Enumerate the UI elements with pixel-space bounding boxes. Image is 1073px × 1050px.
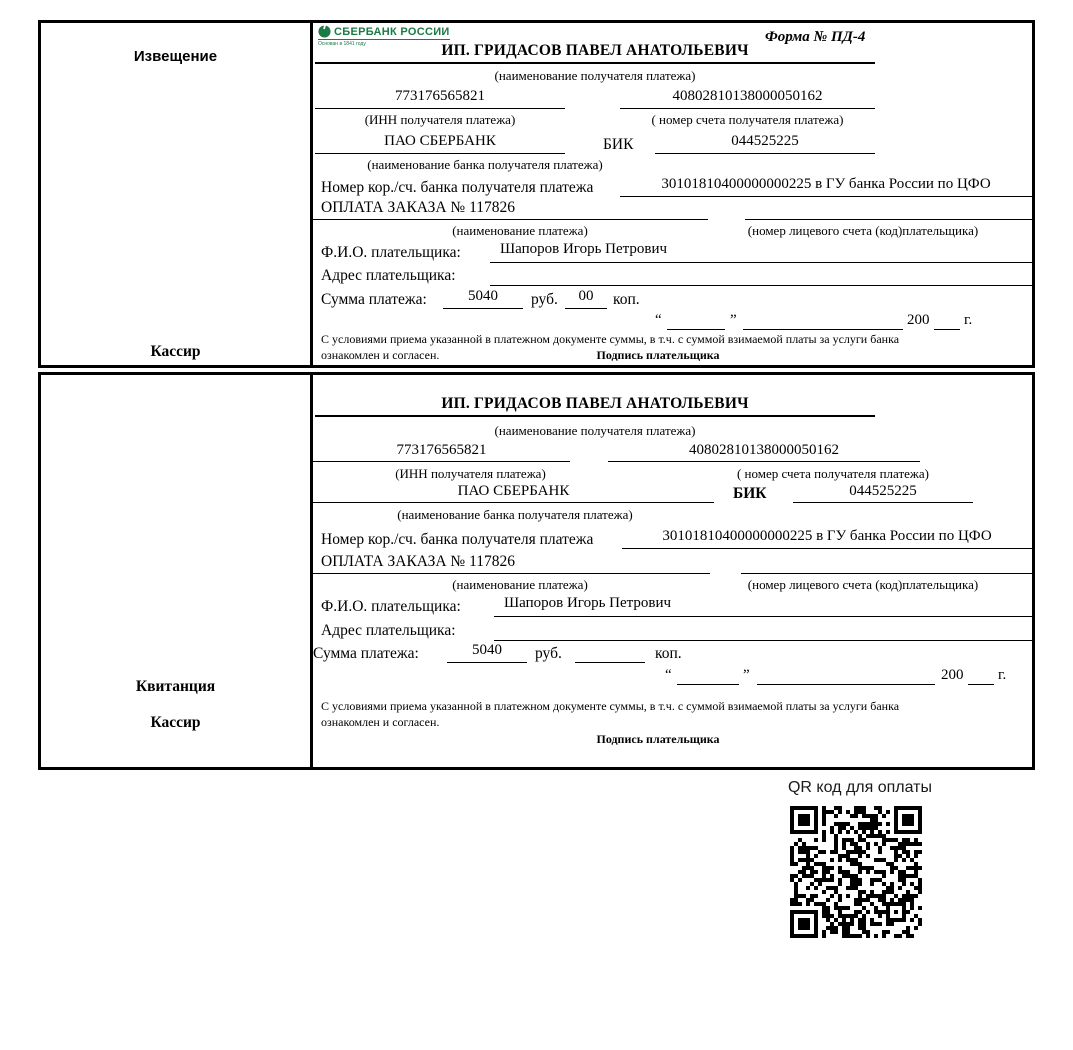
sberbank-circle-icon xyxy=(318,25,331,38)
amount-rub-value: 5040 xyxy=(443,288,523,309)
date-quote-open: “ xyxy=(665,667,672,683)
bank-name-value: ПАО СБЕРБАНК xyxy=(315,133,565,154)
sberbank-logo-row xyxy=(318,25,450,40)
agreement-line1: С условиями приема указанной в платежном документе суммы, в т.ч. с суммой взимаемой платы за услуги банка xyxy=(321,332,900,346)
account-value: 40802810138000050162 xyxy=(608,442,920,462)
kop-label: коп. xyxy=(655,645,682,662)
signature-label: Подпись плательщика xyxy=(596,348,720,362)
date-quote-open: “ xyxy=(655,312,662,328)
signature-label: Подпись плательщика xyxy=(596,732,720,746)
year-prefix: 200 xyxy=(941,667,964,683)
payee-name: ИП. ГРИДАСОВ ПАВЕЛ АНАТОЛЬЕВИЧ xyxy=(315,395,875,417)
payment-caption: (наименование платежа) xyxy=(452,577,588,592)
payment-purpose-value: ОПЛАТА ЗАКАЗА № 117826 xyxy=(313,553,710,574)
notice-section xyxy=(38,20,1035,368)
account-value: 40802810138000050162 xyxy=(620,88,875,109)
receipt-cashier-label: Кассир xyxy=(150,714,201,731)
payer-address-blank xyxy=(494,619,1032,641)
account-caption: ( номер счета получателя платежа) xyxy=(651,112,844,127)
personal-account-caption: (номер лицевого счета (код)плательщика) xyxy=(747,223,979,238)
payer-address-blank xyxy=(490,264,1032,286)
notice-content xyxy=(310,23,1032,365)
receipt-section xyxy=(38,372,1035,770)
payment-purpose-value: ОПЛАТА ЗАКАЗА № 117826 xyxy=(313,199,708,220)
qr-caption: QR код для оплаты xyxy=(787,779,932,796)
corr-account-value: 30101810400000000225 в ГУ банка России по ЦФО xyxy=(620,176,1032,197)
corr-account-value: 30101810400000000225 в ГУ банка России по ЦФО xyxy=(622,528,1032,549)
date-quote-close: ” xyxy=(743,667,750,683)
amount-kop-value: 00 xyxy=(565,288,607,309)
payee-name: ИП. ГРИДАСОВ ПАВЕЛ АНАТОЛЬЕВИЧ xyxy=(315,42,875,64)
bik-value: 044525225 xyxy=(655,133,875,154)
personal-account-caption: (номер лицевого счета (код)плательщика) xyxy=(747,577,979,592)
sberbank-tagline: Основан в 1841 году xyxy=(318,41,366,47)
payer-address-label: Адрес плательщика: xyxy=(321,622,456,639)
amount-label: Сумма платежа: xyxy=(321,291,427,308)
year-blank xyxy=(934,311,960,330)
date-month-blank xyxy=(743,311,903,330)
agreement-line2: ознакомлен и согласен. xyxy=(321,348,440,362)
payer-fio-value: Шапоров Игорь Петрович xyxy=(494,595,1032,617)
notice-side-column xyxy=(41,23,310,365)
bank-name-value: ПАО СБЕРБАНК xyxy=(313,483,714,503)
rub-label: руб. xyxy=(535,645,562,662)
bik-label: БИК xyxy=(603,136,634,153)
account-caption: ( номер счета получателя платежа) xyxy=(736,466,930,481)
inn-caption: (ИНН получателя платежа) xyxy=(364,112,516,127)
bank-caption: (наименование банка получателя платежа) xyxy=(397,507,633,522)
date-day-blank xyxy=(667,311,725,330)
corr-account-label: Номер кор./сч. банка получателя платежа xyxy=(321,531,594,548)
date-quote-close: ” xyxy=(730,312,737,328)
receipt-side-column xyxy=(41,375,310,767)
amount-kop-blank xyxy=(575,642,645,663)
year-suffix: г. xyxy=(964,312,973,328)
personal-account-blank xyxy=(745,199,1032,220)
bank-caption: (наименование банка получателя платежа) xyxy=(367,157,603,172)
payee-caption: (наименование получателя платежа) xyxy=(494,423,696,438)
inn-value: 773176565821 xyxy=(315,88,565,109)
amount-rub-value: 5040 xyxy=(447,642,527,663)
date-day-blank xyxy=(677,666,739,685)
inn-value: 773176565821 xyxy=(313,442,570,462)
form-number: Форма № ПД-4 xyxy=(765,29,866,45)
agreement-line2: ознакомлен и согласен. xyxy=(321,715,440,729)
inn-caption: (ИНН получателя платежа) xyxy=(395,466,546,481)
agreement-line1: С условиями приема указанной в платежном документе суммы, в т.ч. с суммой взимаемой платы за услуги банка xyxy=(321,699,900,713)
kop-label: коп. xyxy=(613,291,640,308)
notice-cashier-label: Кассир xyxy=(150,343,201,360)
payer-fio-label: Ф.И.О. плательщика: xyxy=(321,598,461,615)
date-month-blank xyxy=(757,666,935,685)
payer-address-label: Адрес плательщика: xyxy=(321,267,456,284)
bik-value: 044525225 xyxy=(793,483,973,503)
amount-label: Сумма платежа: xyxy=(313,645,419,662)
receipt-content xyxy=(310,375,1032,767)
corr-account-label: Номер кор./сч. банка получателя платежа xyxy=(321,179,594,196)
payer-fio-label: Ф.И.О. плательщика: xyxy=(321,244,461,261)
notice-side-label: Извещение xyxy=(133,48,218,65)
receipt-side-label: Квитанция xyxy=(135,678,216,695)
year-prefix: 200 xyxy=(907,312,930,328)
payment-caption: (наименование платежа) xyxy=(452,223,588,238)
year-suffix: г. xyxy=(998,667,1007,683)
personal-account-blank xyxy=(741,553,1032,574)
year-blank xyxy=(968,666,994,685)
payer-fio-value: Шапоров Игорь Петрович xyxy=(490,241,1032,263)
sberbank-brand-text: СБЕРБАНК РОССИИ xyxy=(334,25,450,38)
qr-code xyxy=(790,806,922,938)
rub-label: руб. xyxy=(531,291,558,308)
payee-caption: (наименование получателя платежа) xyxy=(494,68,696,83)
bik-label: БИК xyxy=(733,485,767,502)
